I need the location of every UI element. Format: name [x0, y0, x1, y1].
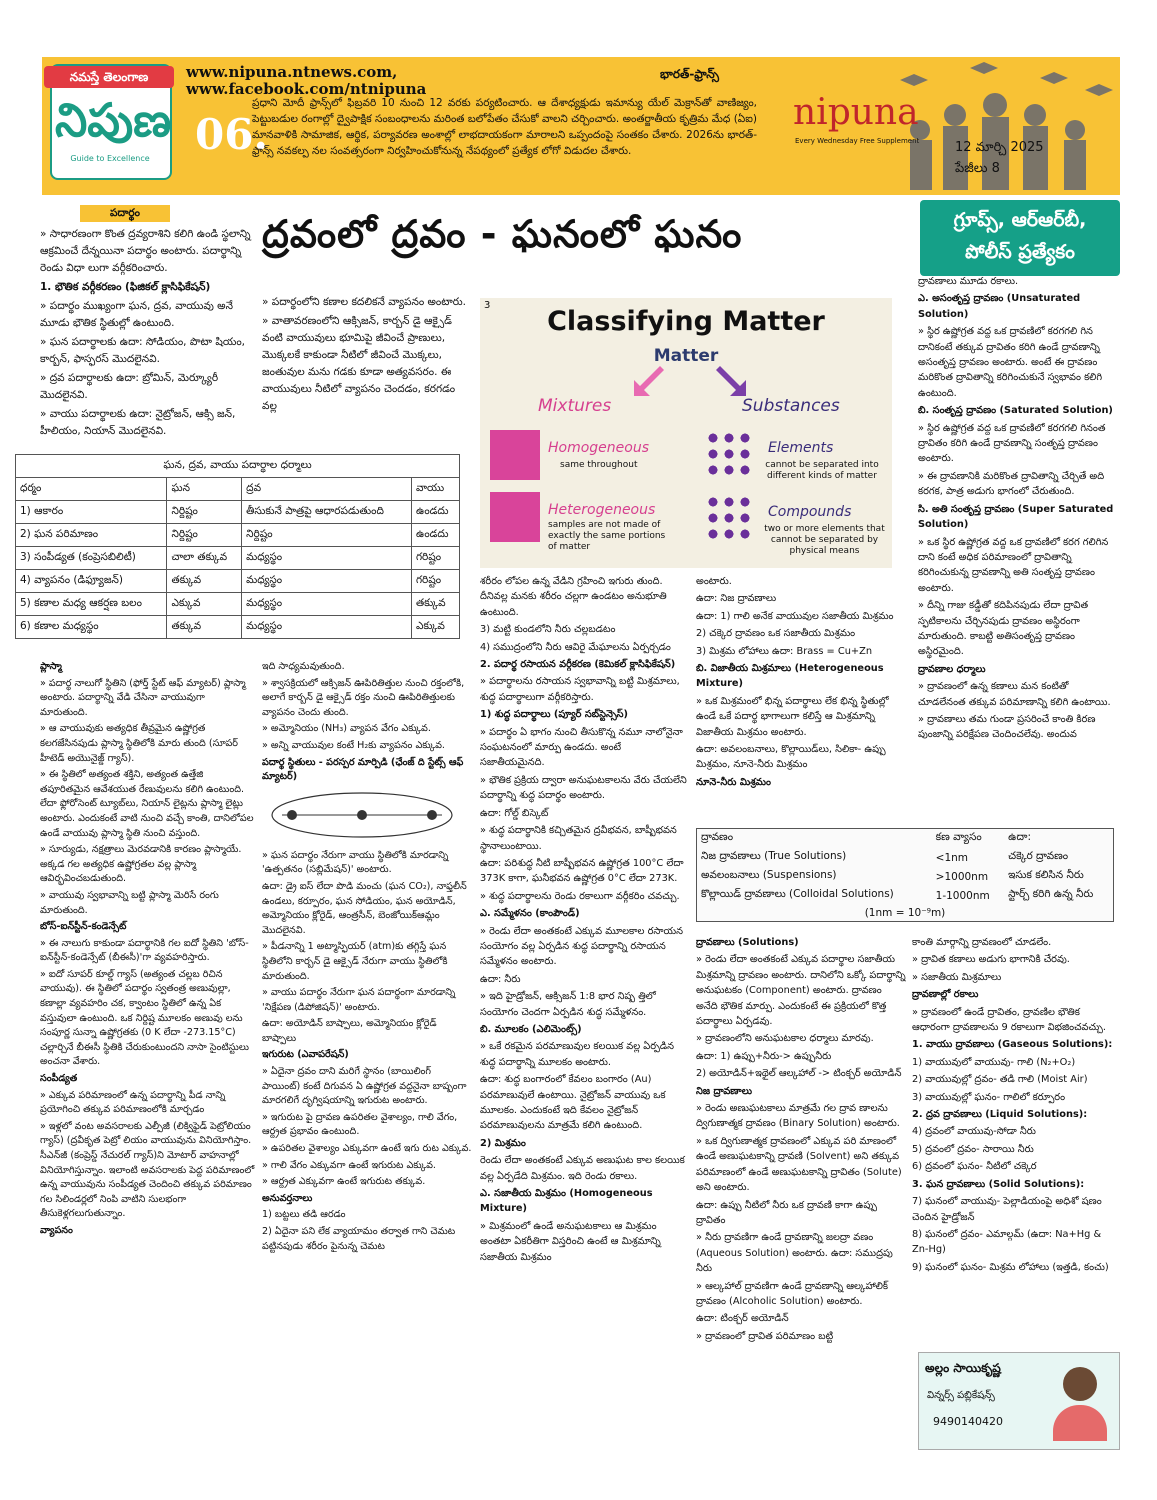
paragraph: 4) ద్రవంలో వాయువు-సోడా నీరు [912, 1126, 1036, 1138]
column-1-bottom [40, 660, 255, 1440]
paragraph: 1) వాయువులో వాయువు- గాలి (N₂+O₂) [912, 1056, 1076, 1068]
heterogeneous-label: Heterogeneous [548, 502, 656, 518]
subheading: అనువర్తనాలు [262, 1192, 313, 1204]
author-photo [1047, 1357, 1113, 1443]
paragraph: » నీరు ద్రావణిగా ఉండే ద్రావణాన్ని జలద్రా వణం (Aqueous Solution) అంటారు. ఉదా: సముద్రపు నీరు [696, 1232, 893, 1275]
paragraph: ఉదా: 1) ఉప్పు+నీరు-> ఉప్పునీరు [696, 1050, 832, 1062]
table-row [16, 524, 460, 547]
subheading: 2. పదార్థ రసాయన వర్గీకరణ (కెమికల్ క్లాసిఫికేషన్) [480, 659, 676, 671]
paragraph: 8) ఘనంలో ద్రవం- ఎమాల్గమ్ (ఉదా: Na+Hg & Zn-Hg) [912, 1228, 1102, 1256]
paragraph: ఉదా: 1) గాలి అనేక వాయువుల సజాతీయ మిశ్రమం [696, 610, 894, 622]
paragraph: » ఒక స్థిర ఉష్ణోగ్రత వద్ద ఒక ద్రావణిలో కరగ గలిగిన దాని కంటే అధిక పరిమాణంలో ద్రావితాన్ని కరిగించుకున్న ద్రావణాన్ని అతి సంతృప్త ద్రావణం అంటారు. [918, 536, 1109, 594]
table-note: (1nm = 10⁻⁹m) [864, 907, 946, 919]
brand-subtitle: Every Wednesday Free Supplement [795, 137, 920, 145]
elements-desc: cannot be separated into different kinds of matter [765, 460, 879, 481]
author-card [918, 1352, 1120, 1450]
logo-word: నిపుణ [55, 93, 172, 147]
column-2-top [262, 294, 472, 417]
table-header: కణ వ్యాసం [935, 831, 982, 843]
news-brief: ప్రధాని మోదీ ఫ్రాన్స్‌లో ఫిబ్రవరి 10 నుంచి 12 వరకు పర్యటించారు. ఆ దేశాధ్యక్షుడు ఇమాన్యు యేల్ మెక్రాన్‌తో వాణిజ్యం, పెట్టుబడుల రంగాల్లో ద్వైపాక్షిక సంబంధాలను మరింత బలోపేతం చేసుకో వాలని చర్చించారు. అంతర్జాతీయ కృత్రిమ మేధ (ఏఐ) మానవాళికి సామాజిక, ఆర్థిక, పర్యావరణ అంశాల్లో లాభదాయకంగా మారాలని ఒప్పందంపై సంతకం చేశారు. 2026ను భారత్-ఫ్రాన్స్ నవకల్ప నల సంవత్సరంగా నిర్వహించుకోనున్న నేపథ్యంలో ప్రత్యేక లోగో విడుదల చేశారు. [252, 97, 757, 157]
mixtures-label: Mixtures [538, 396, 612, 416]
badge-line-1: గ్రూప్స్, ఆర్‌ఆర్‌బీ, [953, 209, 1087, 231]
table-header: ద్రవ [242, 478, 412, 501]
cell: ఎక్కువ [167, 593, 242, 616]
paragraph: శరీరం లోపల ఉన్న వేడిని గ్రహించి ఇగురు తుంది. దీనివల్ల మనకు శరీరం చల్లగా ఉండటం అనుభూతి ఉంటుంది. [480, 576, 667, 618]
subheading: సి. అతి సంతృప్త ద్రావణం (Super Saturated Solution) [918, 503, 1114, 531]
subheading: 3. ఘన ద్రావణాలు (Solid Solutions): [912, 1178, 1085, 1190]
cell: చాలా తక్కువ [167, 547, 242, 570]
paragraph: » ఆర్ద్రత ఎక్కువగా ఉంటే ఇగురుట తక్కువ. [262, 1176, 426, 1188]
cell: మధ్యస్థం [242, 616, 412, 639]
column-3 [480, 574, 688, 1450]
paragraph: » వాయు పదార్థం నేరుగా ఘన పదార్థంగా మారడాన్ని 'నిక్షేపణ (డిపోజిషన్)' అంటారు. [262, 987, 456, 1013]
paragraph: ఉదా: డ్రై ఐస్ లేదా పొడి మంచు (ఘన CO₂), నాఫ్తలీన్ ఉండలు, కర్పూరం, ఘన సోడియం, ఘన అయోడిన్, అమ్మోనియం క్లోరైడ్, ఆంత్రసీన్, బెంజోయిక్‌ఆమ్లం మొదలైనవి. [262, 880, 467, 936]
paragraph: » ద్రవ పదార్థాలకు ఉదా: బ్రోమిన్, మెర్క్యూరీ మొదలైనవి. [40, 372, 219, 401]
author-phone: 9490140420 [933, 1415, 1003, 1428]
table-row [16, 616, 460, 639]
issue-number: 06. [195, 110, 269, 159]
cell: స్టార్చ్ కరిగి ఉన్న నీరు [1008, 888, 1094, 900]
subheading: బి. విజాతీయ మిశ్రమాలు (Heterogeneous Mixture) [696, 663, 884, 690]
classifying-matter-figure [480, 298, 892, 568]
substances-label: Substances [742, 396, 840, 416]
subheading: 2. ద్రవ ద్రావణాలు (Liquid Solutions): [912, 1109, 1088, 1121]
paragraph: 6) ద్రవంలో ఘనం- నీటిలో చక్కెర [912, 1161, 1037, 1173]
paragraph: » ద్రావిత కణాలు అడుగు భాగానికి చేరవు. [912, 954, 1070, 966]
cell: >1000nm [935, 870, 989, 883]
subheading: వ్యాపనం [40, 1224, 73, 1236]
website-url[interactable]: www.nipuna.ntnews.com, [186, 63, 398, 81]
cell: ఉండదు [411, 524, 459, 547]
paragraph: » ఘన పదార్థం నేరుగా వాయు స్థితిలోకి మారడాన్ని 'ఉత్పతనం (సబ్లిమేషన్)' అంటారు. [262, 849, 449, 876]
exam-category-badge [920, 200, 1120, 276]
paragraph: » స్థిర ఉష్ణోగ్రత వద్ద ఒక ద్రావణిలో కరగగలి గినంత ద్రావితం కరిగి ఉండే ద్రావణాన్ని సంతృప్త ద్రావణం అంటారు. [918, 422, 1106, 465]
subheading: సంపీడ్యత [40, 1073, 78, 1085]
table-row [16, 547, 460, 570]
paragraph: » దీన్ని గాజు కడ్డీతో కదిపినపుడు లేదా ద్రావిత స్ఫటికాలను చేర్చినపుడు ద్రావణం అస్థిరంగా మారుతుంది. కాబట్టి అతిసంతృప్త ద్రావణం అస్థిరమైంది. [918, 600, 1089, 658]
paragraph: » ఆ వాయువుకు అత్యధిక తీవ్రమైన ఉష్ణోగ్రత కలగజేసినపుడు ప్లాస్మా స్థితిలోకి మారు తుంది (సూపర్ హీటెడ్ అయొనైజ్డ్ గ్యాస్). [40, 723, 238, 764]
paragraph: » అమ్మోనియం (NH₃) వ్యాపన వేగం ఎక్కువ. [262, 723, 431, 735]
solution-types-table [696, 828, 1114, 922]
cell: 3) సంపీడ్యత (కంప్రెసబిలిటీ) [16, 547, 167, 570]
section-heading: పదార్థం [80, 205, 170, 222]
column-2-bottom [262, 660, 472, 1450]
paragraph: » ఇళ్లలో వంట అవసరాలకు ఎల్పీజీ (లిక్విఫైడ్ పెట్రోలియం గ్యాస్) (ద్రవీకృత పెట్రో లియం వాయువును వినియోగిస్తాం. సీఎన్‌జీ (కంప్రెస్డ్ నేచురల్ గ్యాస్)ని మోటార్ వాహనాల్లో వినియోగిస్తున్నాం. ఇలాంటి అవసరాలకు పెద్ద పరిమాణంలో ఉన్న వాయువును సంపీడ్యత చెందించి తక్కువ పరిమాణం గల సిలిండర్లలో నింపి వాటిని సులభంగా తీసుకెళ్లగలుగుతున్నాం. [40, 1120, 255, 1220]
table-row [16, 501, 460, 524]
cell: మధ్యస్థం [242, 593, 412, 616]
table-row [697, 848, 1114, 867]
paragraph: » ద్రావణంలో ఉన్న కణాలు మన కంటితో చూడలేనంత తక్కువ పరిమాణాన్ని కలిగి ఉంటాయి. [918, 681, 1111, 708]
cell: ఇసుక కలిసిన నీరు [1008, 869, 1084, 881]
paragraph: » ఇది హైడ్రోజన్, ఆక్సిజన్ 1:8 భార నిష్ప త్తిలో సంయోగం చెందగా ఏర్పడిన శుద్ధ సమ్మేళనం. [480, 991, 656, 1018]
website-links [186, 64, 426, 98]
paragraph: » ఏదైనా ద్రవం దాని మరిగే స్థానం (బాయిలింగ్ పాయింట్) కంటే దిగువన ఏ ఉష్ణోగ్రత వద్దనైనా బాష్పంగా మారగలిగే దృగ్విషయాన్ని ఇగురుట అంటారు. [262, 1066, 467, 1107]
column-1-top [40, 205, 255, 442]
cell: 1) ఆకారం [16, 501, 167, 524]
paragraph: ఉదా: టింక్చర్ అయోడిన్ [696, 1313, 789, 1325]
cell: చక్కెర ద్రావణం [1008, 850, 1069, 862]
subheading: 2) మిశ్రమం [480, 1137, 526, 1149]
paragraph: 3) మట్టి కుండలోని నీరు చల్లబడటం [480, 624, 616, 636]
badge-line-2: పోలీస్ ప్రత్యేకం [965, 241, 1075, 263]
paragraph: » పదార్థం ఏ భాగం నుంచి తీసుకొన్న నమూ నాలోనైనా సంఘటనంలో మార్పు ఉండదు. అంటే సజాతీయమైనది. [480, 726, 683, 769]
homogeneous-cube-icon [490, 430, 540, 480]
subheading: ఇగురుట (ఎవాపరేషన్) [262, 1049, 349, 1061]
paragraph: » ఈ నాలుగు కాకుండా పదార్థానికి గల ఐదో స్థితిని 'బోస్-ఐన్‌స్టీన్-కండెన్సేట్ (బీఈసీ)'గా వ్యవహరిస్తారు. [40, 937, 249, 964]
paragraph: 2) అయోడిన్+ఇథైల్ ఆల్కహాల్ -> టింక్చర్ అయోడిన్ [696, 1068, 902, 1080]
logo-ribbon: నమస్తే తెలంగాణ [44, 66, 174, 88]
paragraph: ఉదా: ఉప్పు నీటిలో నీరు ఒక ద్రావణి కాగా ఉప్పు ద్రావితం [696, 1199, 877, 1226]
paragraph: » పదార్థం ముఖ్యంగా ఘన, ద్రవ, వాయువు అనే మూడు భౌతిక స్థితుల్లో ఉంటుంది. [40, 300, 233, 329]
cell: 2) ఘన పరిమాణం [16, 524, 167, 547]
facebook-url[interactable]: www.facebook.com/ntnipuna [186, 80, 427, 98]
matter-label: Matter [653, 346, 719, 366]
paragraph: » వాయు పదార్థాలకు ఉదా: నైట్రోజన్, ఆక్సి జన్, హీలియం, నియాన్ మొదలైనవి. [40, 408, 236, 437]
paragraph: 3) వాయువుల్లో ఘనం- గాలిలో కర్పూరం [912, 1091, 1066, 1103]
paragraph: » శ్వాసక్రియలో ఆక్సిజన్ ఊపిరితిత్తుల నుంచి రక్తంలోకి, అలాగే కార్బన్ డై ఆక్సైడ్ రక్తం నుంచి ఊపిరితిత్తులకు వ్యాపనం చెందు తుంది. [262, 677, 465, 718]
paragraph: » శుద్ధ పదార్థాలను రెండు రకాలుగా వర్గీకరిం చవచ్చు. [480, 890, 680, 902]
paragraph: 9) ఘనంలో ఘనం- మిశ్రమ లోహాలు (ఇత్తడి, కంచు) [912, 1261, 1109, 1273]
paragraph: » పదార్థాలను రసాయన స్వభావాన్ని బట్టి మిశ్రమాలు, శుద్ధ పదార్థాలుగా వర్గీకరిస్తారు. [480, 676, 680, 703]
paragraph: » పదార్థ నాలుగో స్థితిని (ఫోర్త్ స్టేట్ ఆఫ్ మ్యాటర్) ప్లాస్మా అంటారు. పదార్థాన్ని వేడి చేసినా వాయువుగా మారుతుంది. [40, 677, 246, 718]
paragraph: » ఒక మిశ్రమంలో భిన్న పదార్థాలు లేక భిన్న స్థితుల్లో ఉండే ఒకే పదార్థ భాగాలుగా కలిస్తే ఆ మిశ్రమాన్ని విజాతీయ మిశ్రమం అంటారు. [696, 695, 889, 738]
paragraph: » రెండు లేదా అంతకంటే ఎక్కువ మూలకాల రసాయన సంయోగం వల్ల ఏర్పడిన శుద్ధ పదార్థాన్ని రసాయన సమ్మేళనం అంటారు. [480, 925, 684, 968]
cell: 6) కణాల మధ్యస్థం [16, 616, 167, 639]
table-row [697, 886, 1114, 905]
state-change-diagram [262, 787, 472, 845]
figure-number: 3 [484, 300, 491, 311]
paragraph: 2) ఏదైనా పని లేక వ్యాయామం తర్వాత గాని చెమట పట్టినపుడు శరీరం పైనున్న చెమట [262, 1226, 456, 1252]
subheading: బి. మూలకం (ఎలిమెంట్స్) [480, 1023, 582, 1035]
paragraph: 1) బట్టలు తడి ఆరడం [262, 1209, 346, 1221]
subheading: ప్లాస్మా [40, 661, 62, 672]
subheading: ఎ. సజాతీయ మిశ్రమం (Homogeneous Mixture) [480, 1188, 653, 1215]
paragraph: » ద్రావణాలు తమ గుండా ప్రసరించే కాంతి కిరణ పుంజాన్ని పరిక్షేపణ చెందించలేవు. అందువ [918, 713, 1096, 741]
page-title: ద్రవంలో ద్రవం - ఘనంలో ఘనం [262, 212, 743, 256]
subheading: బి. సంతృప్త ద్రావణం (Saturated Solution) [918, 405, 1113, 417]
subheading: పదార్థ స్థితులు - పరస్పర మార్పిడి (ఛేంజ్ ది స్టేట్స్ ఆఫ్ మ్యాటర్) [262, 756, 464, 783]
paragraph: ఉదా: పరిశుద్ధ నీటి బాష్పీభవన ఉష్ణోగ్రత 100°C లేదా 373K కాగా, ఘనీభవన ఉష్ణోగ్రత 0°C లేదా 273K. [480, 857, 684, 885]
paragraph: » భౌతిక ప్రక్రియ ద్వారా అనుఘటకాలను వేరు చేయలేని పదార్థాన్ని శుద్ధ పదార్థం అంటారు. [480, 774, 687, 802]
paragraph: » ఎక్కువ పరిమాణంలో ఉన్న పదార్థాన్ని పీడ నాన్ని ప్రయోగించి తక్కువ పరిమాణంలోకి మార్చడం [40, 1089, 226, 1116]
news-section-tag: భారత్-ఫ్రాన్స్ [660, 67, 719, 81]
cell: తక్కువ [411, 593, 459, 616]
table-row [16, 593, 460, 616]
cell: 4) వ్యాపనం (డిఫ్యూజన్) [16, 570, 167, 593]
homogeneous-desc: same throughout [560, 460, 638, 470]
cell: నిజ ద్రావణాలు (True Solutions) [701, 850, 847, 862]
paragraph: » ద్రావణంలో ద్రావిత పరిమాణం బట్టి [696, 1330, 834, 1342]
author-name: అల్లం సాయికృష్ణ [925, 1361, 1001, 1375]
table-header: ఘన [167, 478, 242, 501]
paragraph: » ఆల్కహాల్ ద్రావణిగా ఉండే ద్రావణాన్ని ఆల్కహాలిక్ ద్రావణం (Alcoholic Solution) అంటారు. [696, 1280, 889, 1307]
paragraph: » ఘన పదార్థాలకు ఉదా: సోడియం, పొటా షియం, కార్బన్, ఫాస్ఫరస్ మొదలైనవి. [40, 336, 245, 365]
paragraph: » పదార్థంలోని కణాల కదలికనే వ్యాపనం అంటారు. [262, 296, 466, 308]
table-header: వాయు [411, 478, 459, 501]
figure-heading: Classifying Matter [547, 306, 825, 337]
paragraph: 2) చక్కెర ద్రావణం ఒక సజాతీయ మిశ్రమం [696, 628, 856, 640]
elements-label: Elements [768, 440, 834, 456]
cell: తక్కువ [167, 570, 242, 593]
paragraph: ద్రావణాలు మూడు రకాలు. [918, 276, 1019, 287]
cell: <1nm [935, 851, 969, 864]
cell: 5) కణాల మధ్య ఆకర్షణ బలం [16, 593, 167, 616]
paragraph: » వాతావరణంలోని ఆక్సిజన్, కార్బన్ డై ఆక్సైడ్ వంటి వాయువులు భూమిపై జీవించే ప్రాణులు, మొక్కలకే కాకుండా నీటిలో జీవించే మొక్కలు, జంతువుల మను గడకు కూడా అత్యవసరం. ఈ వాయువులు నీటిలో వ్యాపనం చెందడం, కరగడం వల్ల [262, 315, 456, 412]
logo-tagline: Guide to Excellence [70, 154, 150, 163]
cell: నిర్దిష్టం [167, 524, 242, 547]
paragraph: ఇది సాధ్యమవుతుంది. [262, 661, 345, 672]
table-header: ధర్మం [16, 478, 167, 501]
paragraph: » ఈ ద్రావణానికి మరికొంత ద్రావితాన్ని చేర్చితే అది కరగక, పాత్ర అడుగు భాగంలో చేరుతుంది. [918, 470, 1105, 498]
paragraph: 3) మిశ్రమ లోహాలు ఉదా: Brass = Cu+Zn [696, 645, 873, 657]
paragraph: » శుద్ధ పదార్థానికి కచ్చితమైన ద్రవీభవన, బాష్పీభవన స్థానాలుంటాయి. [480, 825, 677, 852]
subheading: 1. వాయు ద్రావణాలు (Gaseous Solutions): [912, 1039, 1113, 1051]
cell: నిర్దిష్టం [167, 501, 242, 524]
paragraph: » ఈ స్థితిలో అత్యంత శక్తిని, అత్యంత ఉత్తేజి తపూరితమైన ఆవేశయుత రేణువులను కలిగి ఉంటుంది. లేదా ఫ్లోరోసెంట్ ట్యూబ్‌లు, నియాన్ లైట్లను ప్లాస్మా లైట్లు అంటారు. ఎందుకంటే వాటి నుంచి వచ్చే కాంతి, దానిలోపల ఉండే వాయువు ప్లాస్మా స్థితి నుంచి వస్తుంది. [40, 769, 254, 839]
paragraph: అంటారు. [696, 576, 732, 587]
paragraph: 7) ఘనంలో వాయువు- పెల్లాడియంపై అధిశో షణం చెందిన హైడ్రోజన్ [912, 1196, 1102, 1223]
table-row [16, 570, 460, 593]
paragraph: ఉదా: అవలంబనాలు, కొల్లాయిడ్‌లు, సిలికా- ఉప్పు మిశ్రమం, నూనె-నీరు మిశ్రమం [696, 744, 886, 771]
cell: అవలంబనాలు (Suspensions) [701, 869, 837, 881]
paragraph: » రెండు అణుఘటకాలు మాత్రమే గల ద్రావ ణాలను ద్విగుణాత్మక ద్రావణం (Binary Solution) అంటారు. [696, 1103, 900, 1130]
compounds-molecules-icon [705, 494, 753, 542]
subheading: బోస్-ఐన్‌స్టీన్-కండెన్సేట్ [40, 921, 127, 933]
heterogeneous-desc: samples are not made of exactly the same portions of matter [548, 520, 666, 552]
heterogeneous-cube-icon [490, 492, 540, 542]
paragraph: » సూర్యుడు, నక్షత్రాలు మెరవడానికి కారణం ప్లాస్మాయే. అక్కడ గల అత్యధిక ఉష్ణోగ్రతల వల్ల ప్లాస్మా ఆవిర్భవించబడుతుంది. [40, 844, 242, 885]
paragraph: » ఉపరితల వైశాల్యం ఎక్కువగా ఉంటే ఇగు రుట ఎక్కువ. [262, 1143, 472, 1155]
subheading: 1) శుద్ధ పదార్థాలు (ప్యూర్ సబ్‌స్టెన్సెస్) [480, 709, 629, 721]
homogeneous-label: Homogeneous [548, 440, 650, 456]
paragraph: » స్థిర ఉష్ణోగ్రత వద్ద ఒక ద్రావణిలో కరగగలి గిన దానికంటే తక్కువ ద్రావితం కరిగి ఉండే ద్రావణాన్ని అసంతృప్త ద్రావణం అంటారు. అంటే ఈ ద్రావణం మరికొంత ద్రావితాన్ని కరిగించుకునే స్వభావం కలిగి ఉంటుంది. [918, 326, 1103, 399]
paragraph: ఉదా: శుద్ధ బంగారంలో కేవలం బంగారం (Au) పరమాణువులే ఉంటాయి. నైట్రోజన్ వాయువు ఒక మూలకం. ఎందుకంటే ఇది కేవలం నైట్రోజన్ పరమాణువులను మాత్రమే కలిగి ఉంటుంది. [480, 1074, 666, 1132]
paragraph: 5) ద్రవంలో ద్రవం- సారాయి నీరు [912, 1143, 1034, 1155]
paragraph: » అన్ని వాయువుల కంటే H₂కు వ్యాపనం ఎక్కువ. [262, 739, 445, 751]
subheading: ద్రావణాల ధర్మాలు [918, 663, 986, 675]
brand-name: nipuna [793, 92, 919, 133]
paragraph: ఉదా: అయోడిన్ బాష్పాలు, అమ్మోనియం క్లోరైడ్ బాష్పాలు [262, 1018, 437, 1044]
table-header: ఉదా: [1008, 831, 1032, 843]
cell: 1-1000nm [935, 889, 990, 902]
column-4-top [696, 574, 904, 824]
subheading: నిజ ద్రావణాలు [696, 1085, 753, 1097]
paragraph: » వాయువు స్వభావాన్ని బట్టి ప్లాస్మా మెరిసే రంగు మారుతుంది. [40, 889, 219, 916]
paragraph: » సాధారణంగా కొంత ద్రవ్యరాశిని కలిగి ఉండి స్థలాన్ని ఆక్రమించే దేన్నయినా పదార్థం అంటారు. పదార్థాన్ని రెండు విధా లుగా వర్గీకరించారు. [40, 228, 251, 274]
paragraph: » ఒకే రకమైన పరమాణువుల కలయిక వల్ల ఏర్పడిన శుద్ధ పదార్థాన్ని మూలకం అంటారు. [480, 1041, 674, 1068]
paragraph: ఉదా: నిజ ద్రావణాలు [696, 593, 777, 605]
cell: ఉండదు [411, 501, 459, 524]
paragraph: » ఇగురుట పై ద్రావణ ఉపరితల వైశాల్యం, గాలి వేగం, ఆర్ద్రత ప్రభావం ఉంటుంది. [262, 1111, 458, 1138]
arrows-icon [630, 362, 750, 398]
paragraph: రెండు లేదా అంతకంటే ఎక్కువ అణుఘట కాల కలయిక వల్ల ఏర్పడేది మిశ్రమం. ఇది రెండు రకాలు. [480, 1155, 685, 1182]
paragraph: » ఐదో సూపర్ కూల్డ్ గ్యాస్ (అత్యంత చల్లబ రిచిన వాయువు). ఈ స్థితిలో పదార్థం స్వతంత్ర అణువుల్లా, కణాల్లా వ్యవహరిం చక, క్వాంటం స్థితిలో ఉన్న ఏక వస్తువులా ఉంటుంది. ఒక నిర్దిష్ట మూలకం అణువు లను సంపూర్ణ సున్నా ఉష్ణోగ్రతకు (0 K లేదా -273.15°C) చల్లార్చినే బీఈసీ స్థితికి చేరుకుంటుందని నాసా సైంటిస్టులు అంచనా వేశారు. [40, 968, 249, 1068]
page-count: పేజీలు 8 [955, 161, 1000, 176]
paragraph: » ద్రావణంలోని అనుఘటకాల ధర్మాలు మారవు. [696, 1033, 874, 1045]
cell: మధ్యస్థం [242, 547, 412, 570]
column-5-bottom [912, 935, 1120, 1345]
cell: నిర్దిష్టం [242, 524, 412, 547]
paragraph: ఉదా: గోల్డ్ బిస్కెట్ [480, 807, 549, 819]
paragraph: » గాలి వేగం ఎక్కువగా ఉంటే ఇగురుట ఎక్కువ. [262, 1159, 436, 1171]
cell: గరిష్టం [411, 570, 459, 593]
column-5-top [918, 274, 1118, 822]
subheading: ఎ. సమ్మేళనం (కాంపౌండ్) [480, 908, 580, 920]
column-4-bottom [696, 935, 906, 1450]
issue-date [955, 137, 1044, 179]
subheading: ద్రావణాల్లో రకాలు [912, 989, 979, 1001]
cell: మధ్యస్థం [242, 570, 412, 593]
subheading: ద్రావణాలు (Solutions) [696, 937, 799, 948]
paragraph: » పీడనాన్ని 1 అట్మాస్ఫియర్ (atm)కు తగ్గిస్తే ఘన స్థితిలోని కార్బన్ డై ఆక్సైడ్ నేరుగా వాయు స్థితిలోకి మారుతుంది. [262, 941, 448, 982]
elements-atoms-icon [705, 430, 753, 478]
cell: కొల్లాయిడ్ ద్రావణాలు (Colloidal Solutions) [701, 888, 894, 900]
paragraph: » రెండు లేదా అంతకంటే ఎక్కువ పదార్థాల సజాతీయ మిశ్రమాన్ని ద్రావణం అంటారు. దానిలోని ఒక్కో పదార్థాన్ని అనుఘటకం (Component) అంటారు. ద్రావణం అనేది భౌతిక మార్పు. ఎందుకంటే ఈ ప్రక్రియలో కొత్త పదార్థాలు ఏర్పడవు. [696, 954, 906, 1028]
paragraph: » మిశ్రమంలో ఉండే అనుఘటకాలు ఆ మిశ్రమం అంతటా ఏకరీతిగా విస్తరించి ఉంటే ఆ మిశ్రమాన్ని సజాతీయ మిశ్రమం [480, 1220, 661, 1263]
compounds-label: Compounds [768, 504, 852, 520]
subheading: నూనె-నీరు మిశ్రమం [696, 776, 771, 788]
compounds-desc: two or more elements that cannot be separated by physical means [764, 524, 885, 556]
matter-properties-table [15, 454, 460, 639]
author-publisher: విన్నర్స్ పబ్లికేషన్స్ [927, 1390, 995, 1401]
paragraph: ఉదా: నీరు [480, 973, 521, 985]
date-text: 12 మార్చి 2025 [955, 140, 1044, 155]
cell: గరిష్టం [411, 547, 459, 570]
cell: ఎక్కువ [411, 616, 459, 639]
paragraph: » సజాతీయ మిశ్రమాలు [912, 971, 1002, 983]
paragraph: » ఒక ద్విగుణాత్మక ద్రావణంలో ఎక్కువ పరి మాణంలో ఉండే అణుఘటకాన్ని ద్రావణి (Solvent) అని తక్కువ పరిమాణంలో ఉండే అణుఘటకాన్ని ద్రావితం (Solute) అని అంటారు. [696, 1135, 902, 1194]
subheading: ఎ. అసంతృప్త ద్రావణం (Unsaturated Solution) [918, 293, 1081, 320]
paragraph: 4) సముద్రంలోని నీరు ఆవిరై మేఘాలను ఏర్పర్చడం [480, 641, 671, 653]
paragraph: » ద్రావణంలో ఉండే ద్రావితం, ద్రావణిల భౌతిక ఆధారంగా ద్రావణాలను 9 రకాలుగా విభజించవచ్చు. [912, 1006, 1106, 1034]
cell: తక్కువ [167, 616, 242, 639]
table-header: ద్రావణం [701, 831, 734, 843]
paragraph: కాంతి మార్గాన్ని ద్రావణంలో చూడలేం. [912, 937, 1052, 948]
table-row [697, 867, 1114, 886]
table-caption: ఘన, ద్రవ, వాయు పదార్థాల ధర్మాలు [16, 455, 460, 478]
cell: తీసుకునే పాత్రపై ఆధారపడుతుంది [242, 501, 412, 524]
paragraph: 2) వాయువుల్లో ద్రవం- తడి గాలి (Moist Air) [912, 1074, 1088, 1086]
subheading: 1. భౌతిక వర్గీకరణం (ఫిజికల్ క్లాసిఫికేషన్) [40, 281, 211, 293]
